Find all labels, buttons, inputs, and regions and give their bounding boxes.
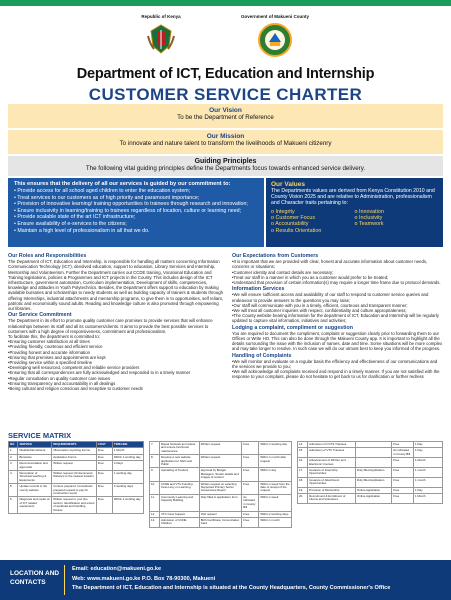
table-cell: Issuance of Internship Opportunities (308, 468, 356, 478)
list-item: • Regular consultation on quality customer care issues (8, 376, 226, 381)
table-row (150, 455, 292, 468)
principles-band (8, 156, 443, 176)
table-cell: Free (96, 471, 112, 484)
commitment-item: • Provide access for all school aged children to enter the education system; (14, 188, 258, 195)
table-cell: 11. (150, 494, 160, 511)
table-cell: 15. (298, 448, 308, 458)
list-item: • Customer identity and contact details are necessary; (232, 270, 443, 275)
information-services-heading: Information Services (232, 286, 285, 293)
table-cell: 4 working days (112, 484, 143, 497)
table-row (150, 517, 292, 527)
table-cell: 8. (150, 455, 160, 468)
table-cell: 13. (150, 517, 160, 527)
expectations-list (232, 259, 443, 285)
table-cell: 19. (298, 487, 308, 493)
footer-divider (64, 565, 65, 595)
table-cell: 2. (9, 454, 18, 460)
service-matrix-title: SERVICE MATRIX (8, 431, 72, 440)
table-cell: 5. (9, 484, 18, 497)
table-cell: 1 Month (112, 448, 143, 454)
list-item: • We will acknowledge all complaints received and respond in a timely manner. If you are not satisfied with the response to your complaint, please do not hesitate to get back to us for clarification or further redress (232, 369, 443, 379)
value-item: o Inclusivity (354, 215, 383, 222)
contacts-label: LOCATION AND CONTACTS (10, 570, 60, 586)
table-cell: Approval by Budget Managers; Tender details and images of content (199, 468, 242, 481)
table-cell: Free (392, 458, 414, 468)
table-cell: Repair Network as Intranet and ensure functional maintenance (159, 442, 199, 455)
table-cell: 17. (298, 468, 308, 478)
table-cell: 1. (9, 448, 18, 454)
values-list (271, 209, 438, 235)
table-cell: 1 Month (413, 494, 442, 504)
commitment-item: • Ensure inclusivity in learning/training to trainees regardless of location, culture or learning need; (14, 208, 258, 215)
table-cell: Written request (199, 455, 242, 468)
column-header: REQUIREMENTS (52, 442, 97, 448)
list-item: • Ensuring that all correspondences are fully acknowledged and responded to in a timely manner (8, 370, 226, 375)
table-cell: As indicated in County Bill (242, 494, 259, 511)
commitment-box (8, 178, 264, 247)
table-cell: Written request to your line section; Identification and extent of workload and handling fixtures (53, 497, 95, 512)
table-cell: Free (242, 468, 259, 481)
table-cell: Free (242, 511, 259, 517)
kenya-emblem-label: Republic of Kenya (141, 14, 181, 19)
table-cell: Free (392, 442, 414, 448)
list-item: • We will monitor and evaluate on a regular basis the efficiency and effectiveness of our communications and the services we provide to you; (232, 359, 443, 369)
list-item: • The County website bearing information for the department of ICT, Education and Internship will be regularly updated to capture vital information, initiatives and activities; (232, 313, 443, 323)
table-cell: Within 1 week from the date of receipt of the request (260, 481, 290, 493)
table-row (298, 448, 443, 458)
table-cell: Community Learning and Capacity Building (159, 494, 199, 511)
web-line[interactable]: Web: www.makueni.go.ke P.O. Box 78-90300, Makueni (72, 575, 216, 582)
table-cell: Visit request (199, 511, 242, 517)
table-cell: Within 1 day (259, 468, 292, 481)
commitment-item: • Provision of innovative learning/ training opportunities to trainees through research and innovation; (14, 201, 258, 208)
table-cell: Written request (199, 442, 242, 455)
roles-column (8, 252, 226, 427)
table-cell: 14. (298, 442, 308, 448)
service-commitment-intro: To facilitate this, the department is committed to: (8, 334, 100, 340)
table-cell: 6. (9, 497, 18, 514)
table-cell: Free (242, 455, 259, 468)
table-row (298, 477, 443, 487)
table-cell: 4 Days (112, 461, 143, 471)
table-cell: Diagnosis and repair on of ICT related equipments (18, 497, 52, 514)
table-cell: 1 Day (413, 487, 442, 493)
table-cell: 10. (150, 481, 160, 494)
table-cell: Within 1 month after request (259, 455, 292, 468)
table-cell: 3. (9, 461, 18, 471)
table-cell: Written request; All documents; Distance to the nearest location (52, 471, 97, 484)
list-item: • We will ensure sufficient access and availability of our staff to respond to customer service queries and endeavour to provide answers to the questions you may raise; (232, 292, 443, 302)
column-header: SERVICE (18, 442, 52, 448)
table-row (9, 484, 144, 497)
department-title: Department of ICT, Education and Internship (76, 66, 375, 82)
table-cell: Free (242, 517, 259, 527)
table-cell: 9. (150, 468, 160, 481)
service-commitment-list (8, 339, 226, 391)
table-cell: Admission of CCTS Trainees (308, 442, 356, 448)
vision-band (8, 104, 443, 128)
principles-heading: Guiding Principles (194, 158, 257, 165)
table-cell: Recommendation and approvals (18, 461, 52, 471)
table-cell: Within 1 month (259, 517, 292, 527)
table-cell: Free (242, 481, 259, 494)
roles-heading: Our Roles and Responsibilities (8, 253, 87, 259)
table-cell: 1 Day (413, 448, 442, 458)
makueni-county-seal-icon (257, 22, 293, 58)
table-cell: Develop a new website application for NGO and Public (159, 455, 199, 468)
table-cell: Free (392, 494, 414, 504)
email-line[interactable]: Email: education@makueni.go.ke (72, 566, 162, 572)
table-cell: 16. (298, 458, 308, 468)
values-box (266, 178, 443, 247)
table-cell: Uploading of Tenders (159, 468, 199, 481)
charter-title: CUSTOMER SERVICE CHARTER (88, 85, 363, 104)
table-cell: Duly filled in application form (199, 494, 242, 511)
mission-heading: Our Mission (206, 133, 245, 140)
contacts-footer (0, 560, 451, 600)
table-cell: 1 month (413, 468, 442, 478)
table-row (150, 481, 292, 494)
commitment-list (14, 188, 258, 234)
list-item: • Our staff will communicate with you in a timely, efficient, courteous and transparent manner; (232, 303, 443, 308)
table-cell: Within 1 working day (112, 497, 143, 514)
service-matrix-table-b (149, 441, 292, 528)
service-matrix-table-c (297, 441, 443, 504)
table-cell: Admission of CCDE Children (159, 517, 199, 527)
value-item: o Results Orientation (271, 227, 322, 234)
table-cell: Birth Certificate; Immunization Card (199, 517, 242, 527)
table-cell: Within 1 working day (112, 454, 143, 460)
list-item: • Ensuring customer satisfaction at all times (8, 339, 226, 344)
table-row (9, 471, 144, 484)
lodging-text: You are required to document the compliment, complaint or suggestion clearly prior to forwarding them to our Offices or Write HO. This can also be done through the Makueni County app. It is important to highlight all the details surrounding the issue with the inclusion of names, date and time. Some situations will be more complex and may take longer to resolve. In such case we will do our utmost best to keep you informed of the progress. (232, 330, 443, 352)
list-item: • Ensuring that premises and appointments are kept (8, 355, 226, 360)
list-item: • Ensuring transparency and accountability in all dealings (8, 381, 226, 386)
list-item: • Providing friendly, courteous and efficient service (8, 344, 226, 349)
table-row (298, 494, 443, 504)
table-cell: Free (96, 484, 112, 497)
table-cell: VTC Cess Support (159, 511, 199, 517)
top-accent-bar (0, 0, 451, 6)
table-cell: Observation reporting Forms (52, 448, 97, 454)
table-cell: Advancement of Written and Electronic Courses (308, 458, 356, 468)
commitment-item: • Ensure availability of e-services to the citizens; (14, 221, 258, 228)
table-cell: Free (392, 487, 414, 493)
value-item: o Teamwork (354, 221, 384, 228)
table-cell: Within 1 week (259, 494, 292, 511)
table-row (150, 494, 292, 511)
table-row (9, 461, 144, 471)
table-cell: 12. (150, 511, 160, 517)
table-row (150, 442, 292, 455)
service-commitment-text: The Department in its effort to promote quality customer care promises to provide services that will enhance relationships between its staff and all its customers/clients. It aims to provide the best possible services to customers with a high degree of responsiveness, commitment and professionalism. (8, 318, 213, 334)
list-item: • Developing well resourced, competent and reliable service providers (8, 365, 226, 370)
table-cell: Renovation of Structural teaching & Equipments (18, 471, 52, 484)
table-cell: CCDE and VTC Funding Cess Levy on Learning (159, 481, 199, 494)
table-cell: Free (96, 497, 112, 514)
mission-text: To innovate and nature talent to transform the livelihoods of Makueni citizenry (119, 140, 332, 147)
kenya-emblem (140, 14, 182, 56)
table-cell: Online Application (355, 487, 391, 493)
table-cell: Online Application (355, 494, 391, 504)
table-cell: 1 working day (112, 471, 143, 484)
table-cell: 1 Day (413, 442, 442, 448)
table-cell: Free (96, 461, 112, 471)
vision-heading: Our Vision (209, 107, 242, 114)
table-cell: Free (392, 477, 414, 487)
table-cell: As indicated in County Bill (392, 448, 414, 458)
table-cell: Provision of Mentorship (308, 487, 356, 493)
list-item: • Treat our staff in a manner in which you as a customer would prefer to be treated; (232, 275, 443, 280)
principles-text: The following vital guiding principles define the Departments focus towards enhanced service delivery. (85, 165, 366, 172)
value-item: o Accountability (271, 221, 309, 228)
makueni-emblem (235, 14, 315, 58)
mission-band (8, 130, 443, 154)
table-cell: Free (242, 442, 259, 455)
value-item: o Integrity (271, 208, 295, 215)
table-row (298, 458, 443, 468)
table-cell: Free (96, 448, 112, 454)
table-cell: Free (392, 468, 414, 478)
list-item: • Providing service within a specified timeline (8, 360, 226, 365)
value-item: o Innovation (354, 208, 384, 215)
commitment-heading: This ensures that the delivery of all our services is guided by our commitment to: (14, 181, 231, 187)
table-cell: Duly filled Application (355, 477, 391, 487)
commitment-item: • Treat services to our customers as of high priority and paramount importance; (14, 195, 258, 202)
table-cell: Recruitment & Enrollment of Interns and Volunteers (308, 494, 356, 504)
table-cell: Within 1 working day (259, 442, 292, 455)
commitment-item: • Provide scalable state of the art ICT infrastructure; (14, 214, 258, 221)
service-commitment-heading: Our Service Commitment (8, 312, 72, 319)
table-cell: Disabled Enrollment (18, 448, 52, 454)
column-header: TIMELINE (112, 442, 143, 448)
vision-text: To be the Department of Reference (177, 114, 274, 121)
table-cell: Content prepared; Consultants prepared request to pay for construction report (52, 484, 97, 497)
table-cell: Application Forms (52, 454, 97, 460)
table-cell: Issuance of Attachment Opportunities (308, 477, 356, 487)
table-cell: Written request (52, 461, 97, 471)
table-cell: 20. (298, 494, 308, 504)
table-cell: 18. (298, 477, 308, 487)
table-cell: Bursaries (18, 454, 52, 460)
table-row (150, 468, 292, 481)
value-item: o Customer Focus (271, 215, 316, 222)
location-line: The Department of ICT, Education and Internship is situated at the County Headquarters, County Commissioner's Office (72, 585, 391, 591)
table-cell: 1 Month (413, 458, 442, 468)
table-cell: 4. (9, 471, 18, 484)
table-cell (355, 458, 391, 468)
values-heading: Our Values (271, 181, 305, 188)
service-matrix-table-a (8, 441, 144, 514)
list-item: • We will treat all customer inquiries with respect, confidentiality and culture appropriateness; (232, 308, 443, 313)
table-cell: Written request on selecting Supported Primary Sector Governance Report (199, 481, 242, 494)
table-cell: 1 month (413, 477, 442, 487)
table-cell: 7. (150, 442, 160, 455)
table-row (298, 468, 443, 478)
handling-list (232, 359, 443, 380)
table-cell (355, 448, 391, 458)
list-item: • It is important that we are provided with clear, honest and accurate information about customer needs, concerns or situations; (232, 259, 443, 269)
list-item: • Providing honest and accurate information (8, 350, 226, 355)
values-description: The Departments values are derived from Kenya Constitution 2010 and County Vision 2025 and are relative to Administration, professionalism and Character traits pertaining to: (271, 188, 435, 207)
commitment-item: • Maintain a high level of professionalism in all that we do. (14, 228, 258, 235)
kenya-coat-of-arms-icon (144, 22, 178, 56)
column-header: NO (9, 442, 18, 448)
column-header: COST (96, 442, 112, 448)
table-cell: Within 2 working days (259, 511, 292, 517)
contact-lines (72, 565, 390, 594)
table-cell: Duly filled Application (355, 468, 391, 478)
list-item: • Understand that provision of certain information(s) may require a longer time frame due to protocol demands. (232, 280, 443, 285)
handling-heading: Handling of Complaints (232, 352, 292, 359)
table-cell: Free (96, 454, 112, 460)
roles-text: The Department of ICT, Education and Internship, is responsible for handling all matters concerning Information Communication Technology (ICT), devolved education, support to education, Library Services and Internship, Mentorship and Volunteerism. Further the Department carries out CCDE training, Vocational Education and Training legislations, policies & Programmes and ICT projects in the County. This includes design of the ICT infrastructure, government automation, Curriculum implementation, Development of skills, competencies, knowledge and attitudes in Youth Polytechnics. Besides, the Department offers support to education by making available bursaries and scholarships to needy students as well as building capacity of trainers & students through offering Internships, industrial attachments and mentorship programs, to give them in to opportunities, self reliant, patriotic and economically sound adults. Reading and knowledge culture is also promoted through empowering our libraries. (8, 259, 223, 312)
lodging-heading: Lodging a complaint, compliment or suggestion (232, 324, 353, 331)
expectations-heading: Our Expectations from Customers (232, 253, 319, 259)
table-cell: Update records in the county website (18, 484, 52, 497)
table-cell: Admission of VTC Trainees (308, 448, 356, 458)
list-item: • Being cultural and religion conscious and receptive to customer needs (8, 386, 226, 391)
information-services-list (232, 292, 443, 323)
makueni-emblem-label: Government of Makueni County (240, 14, 309, 19)
customer-info-column (232, 252, 443, 427)
table-row (9, 497, 144, 514)
